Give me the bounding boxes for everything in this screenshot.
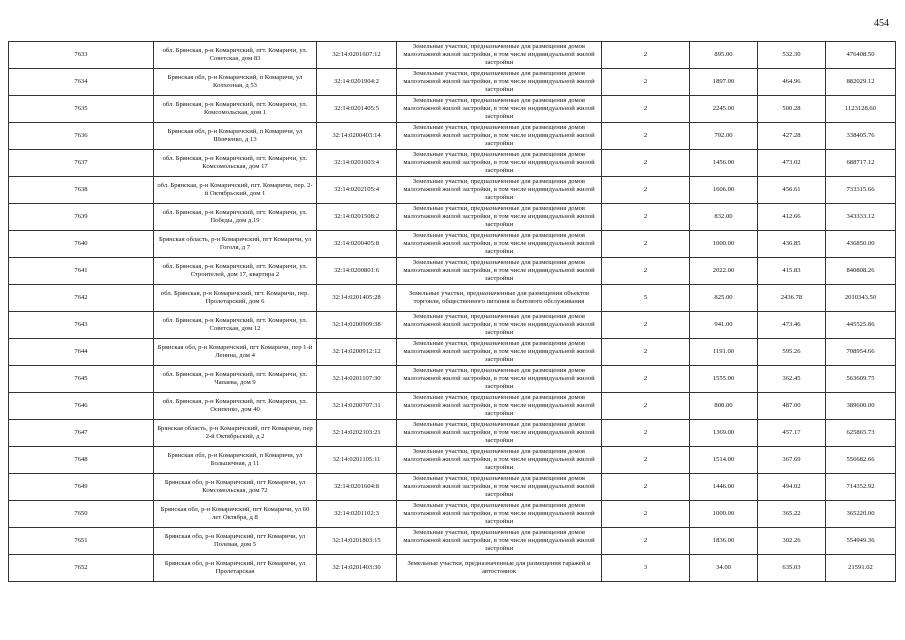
cadastral-value-cell: 563609.75 (826, 366, 896, 393)
cadastral-number-cell: 32:14:0201803:15 (317, 528, 397, 555)
row-number-cell: 7647 (9, 420, 154, 447)
cadastral-value-cell: 688717.12 (826, 150, 896, 177)
unit-value-cell: 635.03 (758, 555, 826, 582)
permitted-use-cell: Земельные участки, предназначенные для размещения домов малоэтажной жилой застройки, в том числе индивидуальной жилой застройки (397, 393, 602, 420)
address-cell: Брянская обл, р-н Комаричский, пгт Комаричи, ул Полевая, дом 5 (154, 528, 317, 555)
row-number-cell: 7640 (9, 231, 154, 258)
cadastral-number-cell: 32:14:0202103:21 (317, 420, 397, 447)
permitted-use-cell: Земельные участки, предназначенные для размещения домов малоэтажной жилой застройки, в том числе индивидуальной жилой застройки (397, 447, 602, 474)
area-cell: 792.00 (690, 123, 758, 150)
area-cell: 1446.00 (690, 474, 758, 501)
table-row (9, 447, 896, 474)
row-number-cell: 7643 (9, 312, 154, 339)
address-cell: обл. Брянская, р-н Комаричский, пгт. Комаричи, ул. Осипенко, дом 40 (154, 393, 317, 420)
use-category-cell: 2 (602, 420, 690, 447)
unit-value-cell: 367.69 (758, 447, 826, 474)
unit-value-cell: 302.26 (758, 528, 826, 555)
table-row (9, 366, 896, 393)
use-category-cell: 2 (602, 366, 690, 393)
table-row (9, 96, 896, 123)
table-row (9, 501, 896, 528)
use-category-cell: 2 (602, 393, 690, 420)
row-number-cell: 7635 (9, 96, 154, 123)
table-row (9, 555, 896, 582)
use-category-cell: 3 (602, 555, 690, 582)
table-row (9, 339, 896, 366)
cadastral-value-cell: 365220.00 (826, 501, 896, 528)
cadastral-number-cell: 32:14:0201403:30 (317, 555, 397, 582)
permitted-use-cell: Земельные участки, предназначенные для размещения домов малоэтажной жилой застройки, в том числе индивидуальной жилой застройки (397, 123, 602, 150)
row-number-cell: 7651 (9, 528, 154, 555)
area-cell: 1555.00 (690, 366, 758, 393)
cadastral-value-cell: 445525.86 (826, 312, 896, 339)
permitted-use-cell: Земельные участки, предназначенные для размещения домов малоэтажной жилой застройки, в том числе индивидуальной жилой застройки (397, 231, 602, 258)
use-category-cell: 2 (602, 69, 690, 96)
address-cell: обл. Брянская, р-н Комаричский, пгт. Комаричи, ул. Советская, дом 83 (154, 42, 317, 69)
table-row (9, 69, 896, 96)
address-cell: обл. Брянская, р-н Комаричский, пгт. Комаричи, ул. Чапаева, дом 9 (154, 366, 317, 393)
cadastral-value-cell: 436850.00 (826, 231, 896, 258)
table-body (9, 42, 896, 582)
cadastral-value-cell: 476408.50 (826, 42, 896, 69)
use-category-cell: 2 (602, 474, 690, 501)
permitted-use-cell: Земельные участки, предназначенные для размещения домов малоэтажной жилой застройки, в том числе индивидуальной жилой застройки (397, 312, 602, 339)
area-cell: 1000.00 (690, 231, 758, 258)
address-cell: Брянская обл, р-н Комаричский, пгт Комаричи, пер 1-й Ленина, дом 4 (154, 339, 317, 366)
table-row (9, 258, 896, 285)
unit-value-cell: 473.46 (758, 312, 826, 339)
cadastral-number-cell: 32:14:0201105:11 (317, 447, 397, 474)
use-category-cell: 2 (602, 96, 690, 123)
cadastral-number-cell: 32:14:0201508:2 (317, 204, 397, 231)
area-cell: 2245.00 (690, 96, 758, 123)
unit-value-cell: 2436.78 (758, 285, 826, 312)
cadastral-number-cell: 32:14:0202105:4 (317, 177, 397, 204)
permitted-use-cell: Земельные участки, предназначенные для размещения домов малоэтажной жилой застройки, в том числе индивидуальной жилой застройки (397, 258, 602, 285)
row-number-cell: 7642 (9, 285, 154, 312)
permitted-use-cell: Земельные участки, предназначенные для размещения домов малоэтажной жилой застройки, в том числе индивидуальной жилой застройки (397, 420, 602, 447)
area-cell: 1606.00 (690, 177, 758, 204)
permitted-use-cell: Земельные участки, предназначенные для размещения домов малоэтажной жилой застройки, в том числе индивидуальной жилой застройки (397, 177, 602, 204)
cadastral-value-cell: 2010343.50 (826, 285, 896, 312)
cadastral-value-cell: 338405.76 (826, 123, 896, 150)
area-cell: 800.00 (690, 393, 758, 420)
table-row (9, 420, 896, 447)
cadastral-number-cell: 32:14:0200403:14 (317, 123, 397, 150)
use-category-cell: 5 (602, 285, 690, 312)
unit-value-cell: 464.96 (758, 69, 826, 96)
row-number-cell: 7637 (9, 150, 154, 177)
use-category-cell: 2 (602, 123, 690, 150)
area-cell: 1191.00 (690, 339, 758, 366)
table-row (9, 312, 896, 339)
cadastral-value-table (8, 41, 896, 582)
area-cell: 34.00 (690, 555, 758, 582)
address-cell: обл. Брянская, р-н Комаричский, пгт. Комаричи, ул. Советская, дом 12 (154, 312, 317, 339)
address-cell: Брянская область, р-н Комаричский, пгт Комаричи, пер 2-й Октябрьский, д 2 (154, 420, 317, 447)
cadastral-number-cell: 32:14:0201405:28 (317, 285, 397, 312)
unit-value-cell: 595.26 (758, 339, 826, 366)
use-category-cell: 2 (602, 258, 690, 285)
permitted-use-cell: Земельные участки, предназначенные для размещения домов малоэтажной жилой застройки, в том числе индивидуальной жилой застройки (397, 339, 602, 366)
unit-value-cell: 487.00 (758, 393, 826, 420)
area-cell: 1000.00 (690, 501, 758, 528)
table-row (9, 231, 896, 258)
use-category-cell: 2 (602, 231, 690, 258)
use-category-cell: 2 (602, 312, 690, 339)
address-cell: Брянская область, р-н Комаричский, пгт Комаричи, ул Гоголя, д 7 (154, 231, 317, 258)
cadastral-number-cell: 32:14:0201405:5 (317, 96, 397, 123)
permitted-use-cell: Земельные участки, предназначенные для размещения гаражей и автостоянок (397, 555, 602, 582)
cadastral-number-cell: 32:14:0200909:38 (317, 312, 397, 339)
permitted-use-cell: Земельные участки, предназначенные для размещения домов малоэтажной жилой застройки, в том числе индивидуальной жилой застройки (397, 42, 602, 69)
permitted-use-cell: Земельные участки, предназначенные для размещения домов малоэтажной жилой застройки, в том числе индивидуальной жилой застройки (397, 69, 602, 96)
area-cell: 941.00 (690, 312, 758, 339)
unit-value-cell: 456.61 (758, 177, 826, 204)
cadastral-number-cell: 32:14:0201603:4 (317, 150, 397, 177)
address-cell: Брянская обл, р-н Комаричский, п Комаричи, ул Большечная, д 11 (154, 447, 317, 474)
row-number-cell: 7652 (9, 555, 154, 582)
unit-value-cell: 415.83 (758, 258, 826, 285)
address-cell: обл. Брянская, р-н Комаричский, пгт. Комаричи, пер. Пролетарский, дом 6 (154, 285, 317, 312)
table-row (9, 474, 896, 501)
cadastral-number-cell: 32:14:0201102:3 (317, 501, 397, 528)
cadastral-number-cell: 32:14:0201904:2 (317, 69, 397, 96)
cadastral-number-cell: 32:14:0200707:31 (317, 393, 397, 420)
area-cell: 1514.00 (690, 447, 758, 474)
cadastral-number-cell: 32:14:0200405:8 (317, 231, 397, 258)
cadastral-value-cell: 554949.36 (826, 528, 896, 555)
area-cell: 825.00 (690, 285, 758, 312)
unit-value-cell: 436.85 (758, 231, 826, 258)
row-number-cell: 7649 (9, 474, 154, 501)
address-cell: обл. Брянская, р-н Комаричский, пгт. Комаричи, ул. Победы, дом д.19 (154, 204, 317, 231)
use-category-cell: 2 (602, 528, 690, 555)
cadastral-value-cell: 625865.73 (826, 420, 896, 447)
cadastral-number-cell: 32:14:0201107:30 (317, 366, 397, 393)
table-row (9, 123, 896, 150)
table-row (9, 177, 896, 204)
area-cell: 1456.00 (690, 150, 758, 177)
table-row (9, 150, 896, 177)
address-cell: Брянская обл, р-н Комаричский, пгт Комаричи, ул 60 лет Октября, д 8 (154, 501, 317, 528)
cadastral-value-cell: 1123128.60 (826, 96, 896, 123)
permitted-use-cell: Земельные участки, предназначенные для размещения объектов торговли, общественного питания и бытового обслуживания (397, 285, 602, 312)
unit-value-cell: 362.45 (758, 366, 826, 393)
row-number-cell: 7644 (9, 339, 154, 366)
table-row (9, 42, 896, 69)
address-cell: Брянская обл, р-н Комаричский, п Комаричи, ул Колхозная, д 53 (154, 69, 317, 96)
address-cell: обл. Брянская, р-н Комаричский, пгт. Комаричи, ул. Комсомольская, дом 1 (154, 96, 317, 123)
address-cell: обл. Брянская, р-н Комаричский, пгт. Комаричи, ул. Комсомольская, дом 17 (154, 150, 317, 177)
cadastral-value-cell: 556682.66 (826, 447, 896, 474)
permitted-use-cell: Земельные участки, предназначенные для размещения домов малоэтажной жилой застройки, в том числе индивидуальной жилой застройки (397, 501, 602, 528)
row-number-cell: 7646 (9, 393, 154, 420)
address-cell: обл. Брянская, р-н Комаричский, пгт. Комаричи, ул. Строителей, дом 17, квартира 2 (154, 258, 317, 285)
cadastral-number-cell: 32:14:0200801:6 (317, 258, 397, 285)
use-category-cell: 2 (602, 204, 690, 231)
permitted-use-cell: Земельные участки, предназначенные для размещения домов малоэтажной жилой застройки, в том числе индивидуальной жилой застройки (397, 150, 602, 177)
area-cell: 895.00 (690, 42, 758, 69)
row-number-cell: 7633 (9, 42, 154, 69)
address-cell: Брянская обл, р-н Комаричский, пгт Комаричи, ул Пролетарская (154, 555, 317, 582)
unit-value-cell: 473.02 (758, 150, 826, 177)
page-number: 454 (874, 18, 889, 29)
unit-value-cell: 365.22 (758, 501, 826, 528)
permitted-use-cell: Земельные участки, предназначенные для размещения домов малоэтажной жилой застройки, в том числе индивидуальной жилой застройки (397, 474, 602, 501)
unit-value-cell: 457.17 (758, 420, 826, 447)
table-row (9, 393, 896, 420)
permitted-use-cell: Земельные участки, предназначенные для размещения домов малоэтажной жилой застройки, в том числе индивидуальной жилой застройки (397, 366, 602, 393)
cadastral-value-cell: 733315.66 (826, 177, 896, 204)
area-cell: 2022.00 (690, 258, 758, 285)
area-cell: 1369.00 (690, 420, 758, 447)
row-number-cell: 7638 (9, 177, 154, 204)
cadastral-number-cell: 32:14:0201604:8 (317, 474, 397, 501)
row-number-cell: 7648 (9, 447, 154, 474)
address-cell: Брянская обл, р-н Комаричский, пгт Комаричи, ул Комсомольская, дом 72 (154, 474, 317, 501)
cadastral-value-cell: 714352.92 (826, 474, 896, 501)
address-cell: обл. Брянская, р-н Комаричский, пгт. Комаричи, пер. 2-й Октябрьский, дом 1 (154, 177, 317, 204)
row-number-cell: 7650 (9, 501, 154, 528)
permitted-use-cell: Земельные участки, предназначенные для размещения домов малоэтажной жилой застройки, в том числе индивидуальной жилой застройки (397, 528, 602, 555)
cadastral-number-cell: 32:14:0201607:12 (317, 42, 397, 69)
cadastral-number-cell: 32:14:0200912:12 (317, 339, 397, 366)
use-category-cell: 2 (602, 339, 690, 366)
use-category-cell: 2 (602, 177, 690, 204)
row-number-cell: 7645 (9, 366, 154, 393)
unit-value-cell: 412.66 (758, 204, 826, 231)
permitted-use-cell: Земельные участки, предназначенные для размещения домов малоэтажной жилой застройки, в том числе индивидуальной жилой застройки (397, 204, 602, 231)
unit-value-cell: 427.28 (758, 123, 826, 150)
area-cell: 1836.00 (690, 528, 758, 555)
unit-value-cell: 500.28 (758, 96, 826, 123)
address-cell: Брянская обл, р-н Комаричский, п Комаричи, ул Шевченко, д 13 (154, 123, 317, 150)
unit-value-cell: 532.30 (758, 42, 826, 69)
use-category-cell: 2 (602, 150, 690, 177)
cadastral-value-cell: 840808.26 (826, 258, 896, 285)
use-category-cell: 2 (602, 447, 690, 474)
row-number-cell: 7634 (9, 69, 154, 96)
row-number-cell: 7636 (9, 123, 154, 150)
table-row (9, 204, 896, 231)
cadastral-value-cell: 882029.12 (826, 69, 896, 96)
area-cell: 832.00 (690, 204, 758, 231)
cadastral-value-cell: 708954.66 (826, 339, 896, 366)
use-category-cell: 2 (602, 501, 690, 528)
unit-value-cell: 494.02 (758, 474, 826, 501)
table-row (9, 285, 896, 312)
permitted-use-cell: Земельные участки, предназначенные для размещения домов малоэтажной жилой застройки, в том числе индивидуальной жилой застройки (397, 96, 602, 123)
cadastral-value-cell: 343333.12 (826, 204, 896, 231)
area-cell: 1897.00 (690, 69, 758, 96)
cadastral-value-cell: 21591.02 (826, 555, 896, 582)
table-row (9, 528, 896, 555)
use-category-cell: 2 (602, 42, 690, 69)
row-number-cell: 7639 (9, 204, 154, 231)
cadastral-value-cell: 389600.00 (826, 393, 896, 420)
row-number-cell: 7641 (9, 258, 154, 285)
